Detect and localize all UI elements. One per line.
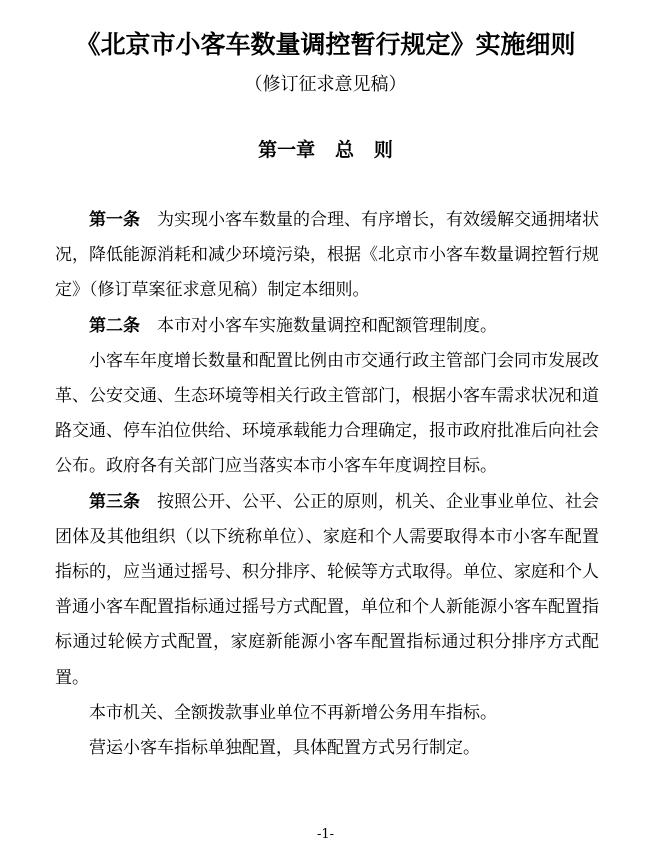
paragraph [55,731,599,766]
article-number: 第一条 [89,210,140,230]
paragraph-text: 本市机关、全额拨款事业单位不再新增公务用车指标。 [89,702,497,723]
article-1 [55,203,599,309]
document-subtitle: （修订征求意见稿） [244,74,407,95]
article-number: 第二条 [89,315,140,336]
article-2 [55,309,599,344]
page-number: -1- [316,827,335,842]
article-text: 本市对小客车实施数量调控和配额管理制度。 [157,315,497,336]
article-number: 第三条 [89,491,140,512]
article-text: 按照公开、公平、公正的原则，机关、企业事业单位、社会团体及其他组织（以下统称单位）、家庭和个人需要取得本市小客车配置指标的，应当通过摇号、积分排序、轮候等方式取得。单位、家庭和个人普通小客车配置指标通过摇号方式配置，单位和个人新能源小客车配置指标通过轮候方式配置，家庭新能源小客车配置指标通过积分排序方式配置。 [55,491,599,688]
paragraph [55,344,599,485]
document-body [55,203,599,766]
document-title: 《北京市小客车数量调控暂行规定》实施细则 [75,30,576,59]
paragraph [55,696,599,731]
chapter-title: 第一章 总 则 [258,139,393,161]
paragraph-text: 小客车年度增长数量和配置比例由市交通行政主管部门会同市发展改革、公安交通、生态环境等相关行政主管部门，根据小客车需求状况和道路交通、停车泊位供给、环境承载能力合理确定，报市政府批准后向社会公布。政府各有关部门应当落实本市小客车年度调控目标。 [55,350,599,477]
article-3 [55,485,599,696]
article-text: 为实现小客车数量的合理、有序增长，有效缓解交通拥堵状况，降低能源消耗和减少环境污染，根据《北京市小客车数量调控暂行规定》（修订草案征求意见稿）制定本细则。 [55,210,599,301]
paragraph-text: 营运小客车指标单独配置，具体配置方式另行制定。 [89,738,480,759]
